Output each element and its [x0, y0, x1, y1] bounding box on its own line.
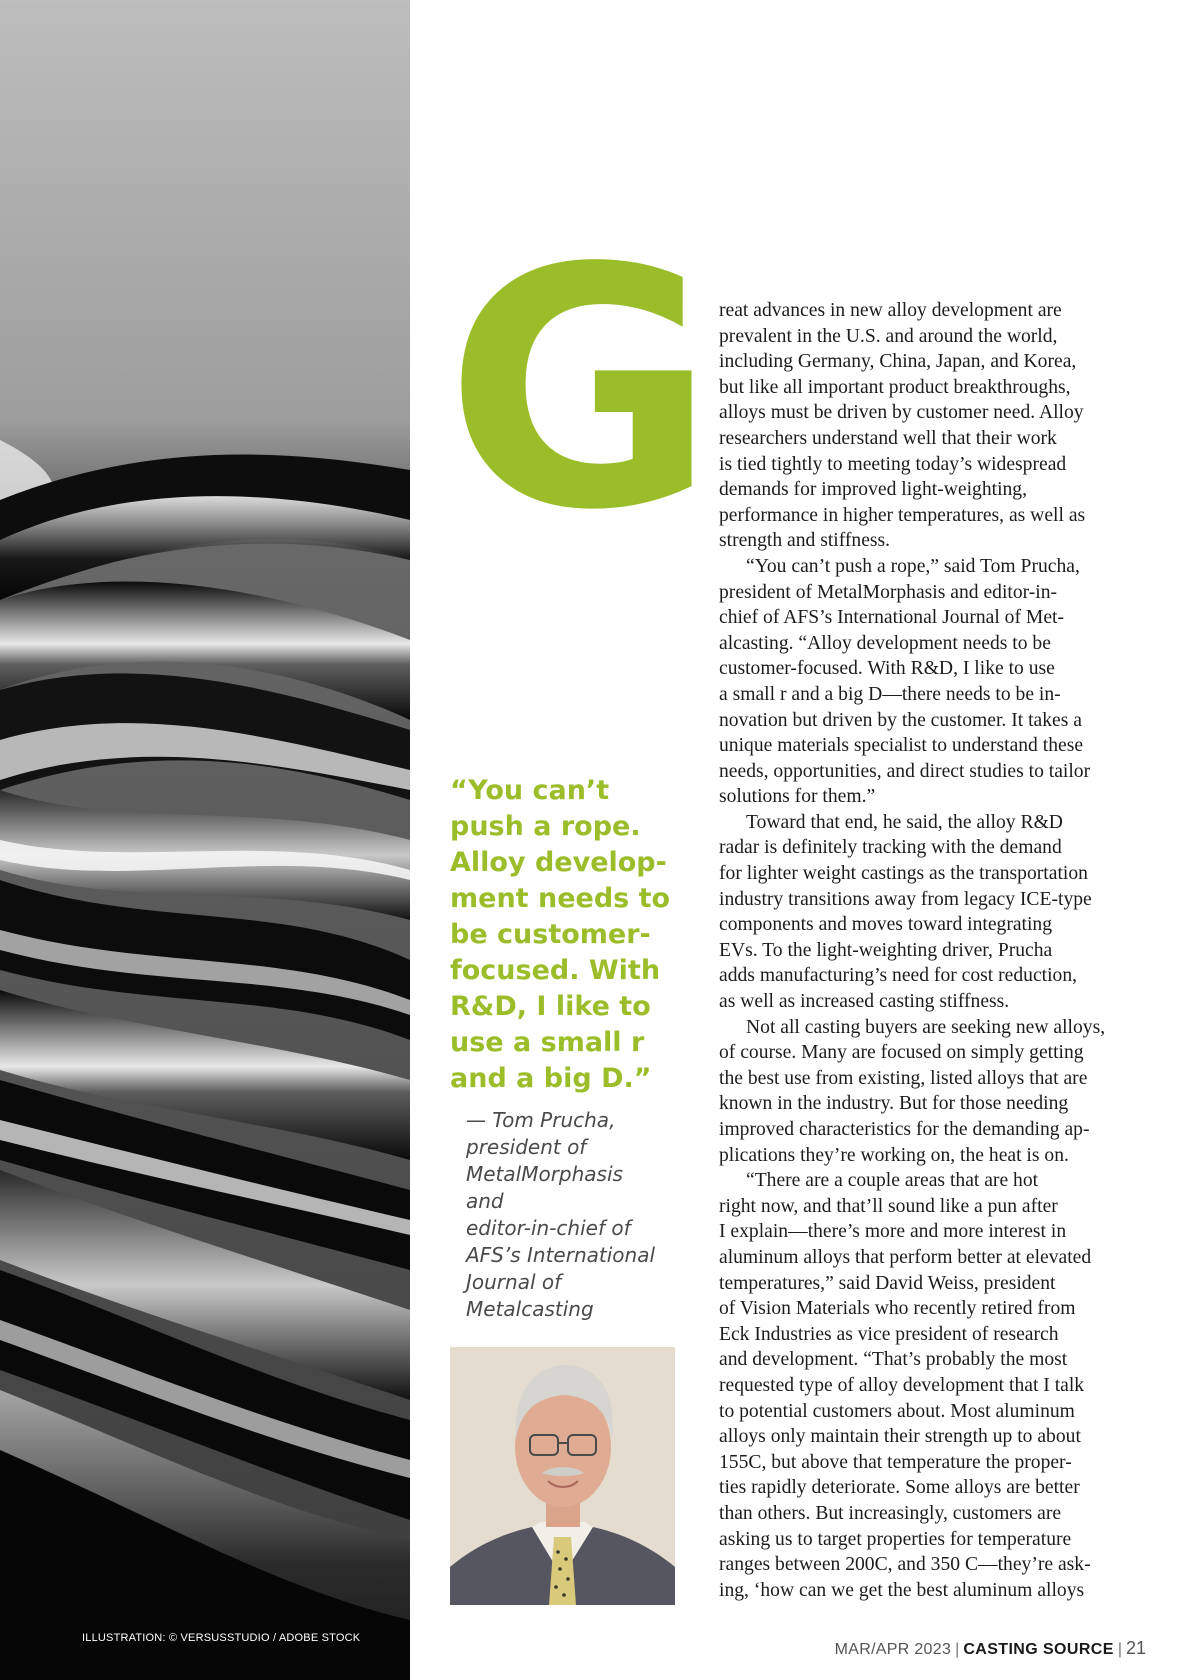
body-line: reat advances in new alloy development are — [719, 300, 1062, 321]
body-line: asking us to target properties for temperature — [719, 1528, 1072, 1550]
body-line: customer-focused. With R&D, I like to use — [719, 658, 1055, 680]
body-line: chief of AFS’s International Journal of Met- — [719, 607, 1064, 629]
body-line: to potential customers about. Most aluminum — [719, 1400, 1075, 1422]
attribution-line: president of — [466, 1135, 587, 1159]
attribution-line: — Tom Prucha, — [466, 1108, 616, 1132]
body-line: ranges between 200C, and 350 C—they’re ask- — [719, 1554, 1091, 1576]
page-footer — [835, 1638, 1146, 1659]
illustration-credit: ILLUSTRATION: © VERSUSSTUDIO / ADOBE STOCK — [82, 1632, 361, 1644]
body-line: as well as increased casting stiffness. — [719, 991, 1010, 1013]
body-line: performance in higher temperatures, as well as — [719, 504, 1086, 526]
body-line: strength and stiffness. — [719, 530, 891, 552]
body-line: “You can’t push a rope,” said Tom Prucha, — [746, 555, 1080, 577]
body-line: components and moves toward integrating — [719, 914, 1053, 936]
body-line: 155C, but above that temperature the proper- — [719, 1451, 1072, 1473]
drop-cap — [445, 198, 715, 582]
pull-quote — [450, 773, 675, 1097]
portrait-of-tom-prucha — [450, 1347, 675, 1605]
footer-separator: | — [955, 1641, 960, 1658]
body-line: right now, and that’ll sound like a pun after — [719, 1195, 1058, 1217]
pull-quote-attribution — [466, 1107, 676, 1323]
body-line: requested type of alloy development that I talk — [719, 1374, 1085, 1396]
attribution-line: and — [466, 1189, 504, 1213]
pull-quote-line: be customer- — [450, 919, 651, 950]
body-line: than others. But increasingly, customers are — [719, 1502, 1062, 1524]
attribution-line: AFS’s International — [466, 1243, 656, 1267]
footer-separator: | — [1117, 1641, 1122, 1658]
attribution-line: editor-in-chief of — [466, 1216, 631, 1240]
body-line: Toward that end, he said, the alloy R&D — [746, 811, 1063, 833]
body-line: of Vision Materials who recently retired from — [719, 1298, 1076, 1320]
pull-quote-line: ment needs to — [450, 883, 671, 914]
pull-quote-line: and a big D.” — [450, 1063, 652, 1094]
cover-illustration — [0, 0, 410, 1680]
body-line: improved characteristics for the demanding ap- — [719, 1119, 1090, 1140]
portrait-photo — [450, 1347, 675, 1605]
pull-quote-line: push a rope. — [450, 811, 641, 842]
body-line: but like all important product breakthroughs, — [719, 376, 1071, 398]
pull-quote-line: use a small r — [450, 1027, 645, 1058]
pull-quote-line: Alloy develop- — [450, 847, 667, 878]
body-line: a small r and a big D—there needs to be in- — [719, 683, 1061, 705]
body-line: ing, ‘how can we get the best aluminum alloys — [719, 1579, 1085, 1601]
attribution-line: Journal of — [466, 1270, 562, 1294]
body-line: the best use from existing, listed alloys that are — [719, 1067, 1088, 1089]
article-body — [719, 298, 1149, 1603]
body-line: solutions for them.” — [719, 786, 876, 808]
body-line: ties rapidly deteriorate. Some alloys are better — [719, 1477, 1080, 1499]
body-line: including Germany, China, Japan, and Korea, — [719, 351, 1077, 373]
magazine-name: CASTING SOURCE — [963, 1641, 1114, 1658]
body-line: temperatures,” said David Weiss, president — [719, 1272, 1056, 1294]
body-line: “There are a couple areas that are hot — [746, 1170, 1039, 1192]
body-line: novation but driven by the customer. It takes a — [719, 709, 1082, 731]
body-line: Not all casting buyers are seeking new alloys, — [746, 1016, 1106, 1038]
issue-date: MAR/APR 2023 — [834, 1641, 952, 1658]
body-line: Eck Industries as vice president of research — [719, 1323, 1059, 1345]
body-line: radar is definitely tracking with the demand — [719, 837, 1062, 859]
drop-cap-letter: G — [445, 198, 708, 582]
body-line: known in the industry. But for those needing — [719, 1093, 1069, 1115]
pull-quote-line: “You can’t — [450, 775, 610, 806]
page-number: 21 — [1125, 1638, 1146, 1658]
attribution-line: MetalMorphasis — [466, 1162, 623, 1186]
body-line: of course. Many are focused on simply getting — [719, 1042, 1084, 1064]
body-line: prevalent in the U.S. and around the world, — [719, 325, 1058, 347]
body-line: researchers understand well that their work — [719, 427, 1057, 449]
body-line: adds manufacturing’s need for cost reduction, — [719, 965, 1078, 987]
body-line: needs, opportunities, and direct studies to tailor — [719, 760, 1091, 782]
body-line: industry transitions away from legacy ICE-type — [719, 888, 1092, 910]
body-line: alloys must be driven by customer need. Alloy — [719, 402, 1084, 424]
body-line: alcasting. “Alloy development needs to be — [719, 632, 1051, 654]
pull-quote-line: R&D, I like to — [450, 991, 651, 1022]
metal-ribbons-image — [0, 0, 410, 1680]
body-line: I explain—there’s more and more interest in — [719, 1221, 1067, 1243]
pull-quote-line: focused. With — [450, 955, 661, 986]
body-line: president of MetalMorphasis and editor-in- — [719, 581, 1058, 603]
body-line: EVs. To the light-weighting driver, Prucha — [719, 939, 1053, 961]
body-line: is tied tightly to meeting today’s widespread — [719, 453, 1067, 475]
body-line: aluminum alloys that perform better at elevated — [719, 1246, 1092, 1268]
body-line: alloys only maintain their strength up to about — [719, 1426, 1081, 1448]
body-line: plications they’re working on, the heat is on. — [719, 1144, 1069, 1166]
body-line: demands for improved light-weighting, — [719, 479, 1027, 501]
body-line: for lighter weight castings as the transportation — [719, 863, 1088, 885]
body-line: unique materials specialist to understand these — [719, 735, 1084, 757]
attribution-line: Metalcasting — [466, 1297, 594, 1321]
body-line: and development. “That’s probably the most — [719, 1349, 1068, 1371]
